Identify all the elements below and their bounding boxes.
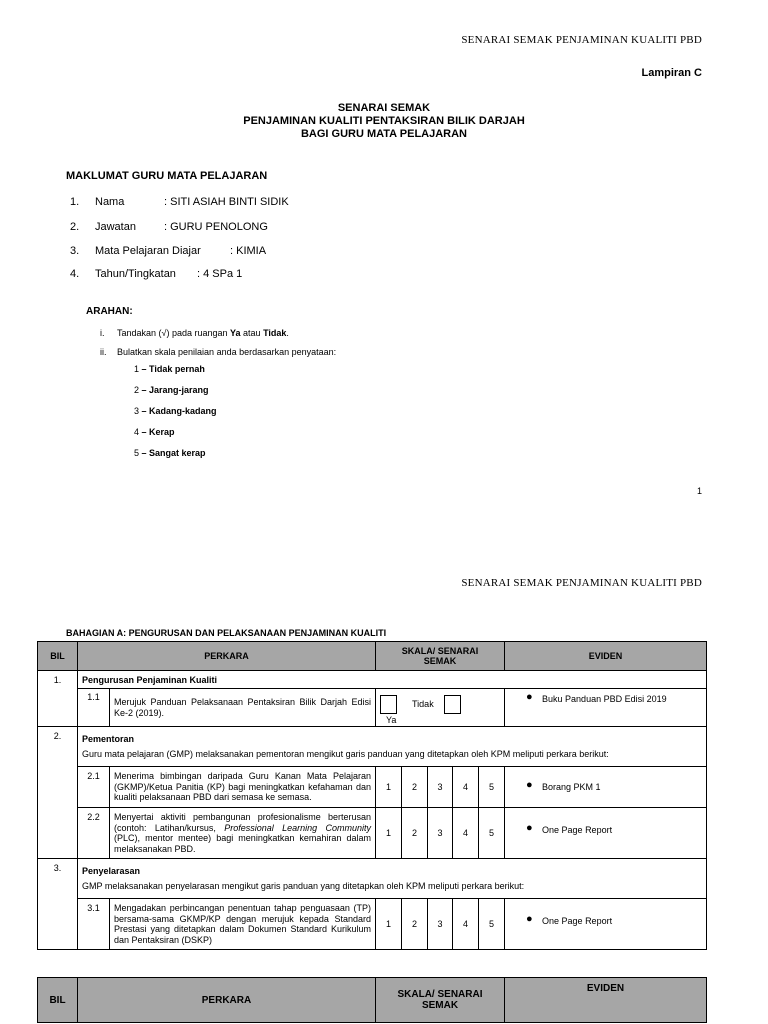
checklist-table bbox=[37, 641, 707, 950]
info-label: Nama bbox=[95, 196, 125, 208]
scale-label: – Jarang-jarang bbox=[141, 385, 209, 395]
scale-option[interactable]: 3 bbox=[428, 767, 453, 808]
section-title-cell bbox=[78, 859, 707, 899]
scale-option[interactable]: 3 bbox=[428, 899, 453, 950]
eviden-label: One Page Report bbox=[542, 916, 613, 926]
text-segment: Menyertai aktiviti pembangunan profesionalisme berterusan (contoh: Latihan/kursus, bbox=[114, 812, 372, 833]
scale-label: – Kadang-kadang bbox=[141, 406, 217, 416]
scale-item bbox=[134, 427, 175, 437]
bold-tidak: Tidak bbox=[263, 328, 287, 338]
title-line: BAGI GURU MATA PELAJARAN bbox=[300, 128, 467, 140]
item-number: 3.1 bbox=[78, 899, 110, 950]
table-row bbox=[38, 671, 707, 689]
skala-header-line: SEMAK bbox=[421, 1000, 459, 1011]
section-number: 3. bbox=[38, 859, 78, 950]
section-description: Guru mata pelajaran (GMP) melaksanakan pementoran mengikut garis panduan yang ditetapkan oleh KPM meliputi perkara berikut: bbox=[82, 748, 609, 759]
scale-option[interactable]: 1 bbox=[376, 767, 402, 808]
section-number: 2. bbox=[38, 727, 78, 859]
table-row bbox=[38, 689, 707, 727]
item-number: 1.1 bbox=[78, 689, 110, 727]
info-value: : 4 SPa 1 bbox=[197, 268, 243, 280]
text-segment: atau bbox=[240, 328, 264, 338]
text-segment: . bbox=[286, 328, 289, 338]
eviden-cell bbox=[505, 767, 707, 808]
arahan-number: i. bbox=[100, 328, 105, 338]
title-line: PENJAMINAN KUALITI PENTAKSIRAN BILIK DARJAH bbox=[243, 115, 525, 127]
info-number: 1. bbox=[70, 196, 80, 208]
item-number: 2.1 bbox=[78, 767, 110, 808]
scale-number: 3 bbox=[134, 406, 140, 416]
table-header-row bbox=[38, 978, 707, 1023]
section-title-cell bbox=[78, 727, 707, 767]
scale-item bbox=[134, 448, 206, 458]
eviden-cell bbox=[505, 899, 707, 950]
table-row bbox=[38, 767, 707, 808]
scale-option[interactable]: 5 bbox=[479, 808, 505, 859]
table-header-row bbox=[38, 642, 707, 671]
scale-item bbox=[134, 406, 217, 416]
scale-number: 1 bbox=[134, 364, 140, 374]
eviden-label: Borang PKM 1 bbox=[542, 782, 601, 792]
info-heading: MAKLUMAT GURU MATA PELAJARAN bbox=[66, 170, 268, 182]
table-row bbox=[38, 727, 707, 767]
scale-option[interactable]: 2 bbox=[402, 899, 428, 950]
info-label: Tahun/Tingkatan bbox=[95, 268, 176, 280]
eviden-cell bbox=[505, 808, 707, 859]
tidak-label: Tidak bbox=[412, 699, 434, 709]
scale-option[interactable]: 3 bbox=[428, 808, 453, 859]
item-text: Merujuk Panduan Pelaksanaan Pentaksiran Bilik Darjah Edisi Ke-2 (2019). bbox=[110, 689, 376, 727]
document-title bbox=[0, 102, 768, 141]
scale-option[interactable]: 5 bbox=[479, 899, 505, 950]
item-text: Mengadakan perbincangan penentuan tahap penguasaan (TP) bersama-sama GKMP/KP dengan merujuk kepada Standard Prestasi yang ditetapkan dalam Dokumen Standard Kurikulum dan Pentaksiran (DSKP) bbox=[110, 899, 376, 950]
eviden-header: EVIDEN bbox=[505, 642, 707, 671]
checklist-table-continued bbox=[37, 977, 707, 1023]
ya-label: Ya bbox=[386, 715, 397, 725]
section-heading: Penyelarasan bbox=[82, 865, 141, 876]
arahan-text bbox=[117, 328, 289, 338]
arahan-heading: ARAHAN: bbox=[86, 306, 133, 317]
bullet-icon: ● bbox=[526, 691, 533, 703]
scale-label: – Kerap bbox=[141, 427, 175, 437]
skala-header-line: SKALA/ SENARAI bbox=[397, 989, 483, 1000]
info-number: 2. bbox=[70, 221, 80, 233]
scale-item bbox=[134, 385, 209, 395]
bil-header: BIL bbox=[38, 978, 78, 1023]
scale-number: 2 bbox=[134, 385, 140, 395]
tidak-checkbox[interactable] bbox=[444, 695, 461, 714]
scale-item bbox=[134, 364, 205, 374]
perkara-header: PERKARA bbox=[78, 642, 376, 671]
table-row bbox=[38, 899, 707, 950]
info-value: : KIMIA bbox=[230, 245, 267, 257]
bullet-icon: ● bbox=[526, 913, 533, 925]
section-heading: Pementoran bbox=[82, 733, 135, 744]
scale-number: 4 bbox=[134, 427, 140, 437]
running-header: SENARAI SEMAK PENJAMINAN KUALITI PBD bbox=[461, 34, 702, 46]
title-line: SENARAI SEMAK bbox=[337, 102, 431, 114]
bil-header: BIL bbox=[38, 642, 78, 671]
bullet-icon: ● bbox=[526, 822, 533, 834]
scale-label: – Sangat kerap bbox=[141, 448, 206, 458]
bullet-icon: ● bbox=[526, 779, 533, 791]
info-label: Mata Pelajaran Diajar bbox=[95, 245, 201, 257]
skala-header-line: SKALA/ SENARAI bbox=[401, 646, 479, 656]
section-title: BAHAGIAN A: PENGURUSAN DAN PELAKSANAAN PENJAMINAN KUALITI bbox=[66, 628, 387, 638]
skala-header bbox=[376, 642, 505, 671]
text-segment: (PLC), mentor mentee) bagi meningkatkan kemahiran dalam melaksanakan PBD. bbox=[114, 833, 372, 854]
perkara-header: PERKARA bbox=[78, 978, 376, 1023]
ya-checkbox[interactable] bbox=[380, 695, 397, 714]
scale-option[interactable]: 1 bbox=[376, 808, 402, 859]
table-row bbox=[38, 808, 707, 859]
eviden-label: Buku Panduan PBD Edisi 2019 bbox=[542, 694, 667, 704]
info-label: Jawatan bbox=[95, 221, 136, 233]
item-text: Menerima bimbingan daripada Guru Kanan Mata Pelajaran (GKMP)/Ketua Panitia (KP) bagi meningkatkan kefahaman dan kualiti pelaksanaan PBD dari semasa ke semasa. bbox=[110, 767, 376, 808]
info-value: : GURU PENOLONG bbox=[164, 221, 268, 233]
arahan-text: Bulatkan skala penilaian anda berdasarkan penyataan: bbox=[117, 347, 337, 357]
running-header: SENARAI SEMAK PENJAMINAN KUALITI PBD bbox=[461, 577, 702, 589]
scale-option[interactable]: 2 bbox=[402, 767, 428, 808]
arahan-number: ii. bbox=[100, 347, 107, 357]
eviden-label: One Page Report bbox=[542, 825, 613, 835]
scale-option[interactable]: 1 bbox=[376, 899, 402, 950]
skala-header bbox=[376, 978, 505, 1023]
section-title-cell: Pengurusan Penjaminan Kualiti bbox=[78, 671, 707, 689]
scale-option[interactable]: 4 bbox=[453, 899, 479, 950]
lampiran-label: Lampiran C bbox=[641, 67, 702, 79]
italic-term: Professional Learning Community bbox=[224, 822, 372, 833]
info-value: : SITI ASIAH BINTI SIDIK bbox=[164, 196, 289, 208]
info-number: 3. bbox=[70, 245, 80, 257]
scale-option[interactable]: 4 bbox=[453, 808, 479, 859]
scale-option[interactable]: 2 bbox=[402, 808, 428, 859]
item-text bbox=[110, 808, 376, 859]
text-segment: Tandakan (√) pada ruangan bbox=[117, 328, 231, 338]
eviden-cell bbox=[505, 689, 707, 727]
scale-option[interactable]: 4 bbox=[453, 767, 479, 808]
scale-number: 5 bbox=[134, 448, 140, 458]
scale-label: – Tidak pernah bbox=[141, 364, 205, 374]
ya-tidak-cell bbox=[376, 689, 505, 727]
info-number: 4. bbox=[70, 268, 80, 280]
section-number: 1. bbox=[38, 671, 78, 727]
skala-header-line: SEMAK bbox=[423, 656, 457, 666]
item-number: 2.2 bbox=[78, 808, 110, 859]
bold-ya: Ya bbox=[230, 328, 241, 338]
section-description: GMP melaksanakan penyelarasan mengikut garis panduan yang ditetapkan oleh KPM meliputi perkara berikut: bbox=[82, 880, 525, 891]
eviden-header: EVIDEN bbox=[505, 978, 707, 1023]
scale-option[interactable]: 5 bbox=[479, 767, 505, 808]
table-row bbox=[38, 859, 707, 899]
page-number: 1 bbox=[696, 486, 702, 496]
